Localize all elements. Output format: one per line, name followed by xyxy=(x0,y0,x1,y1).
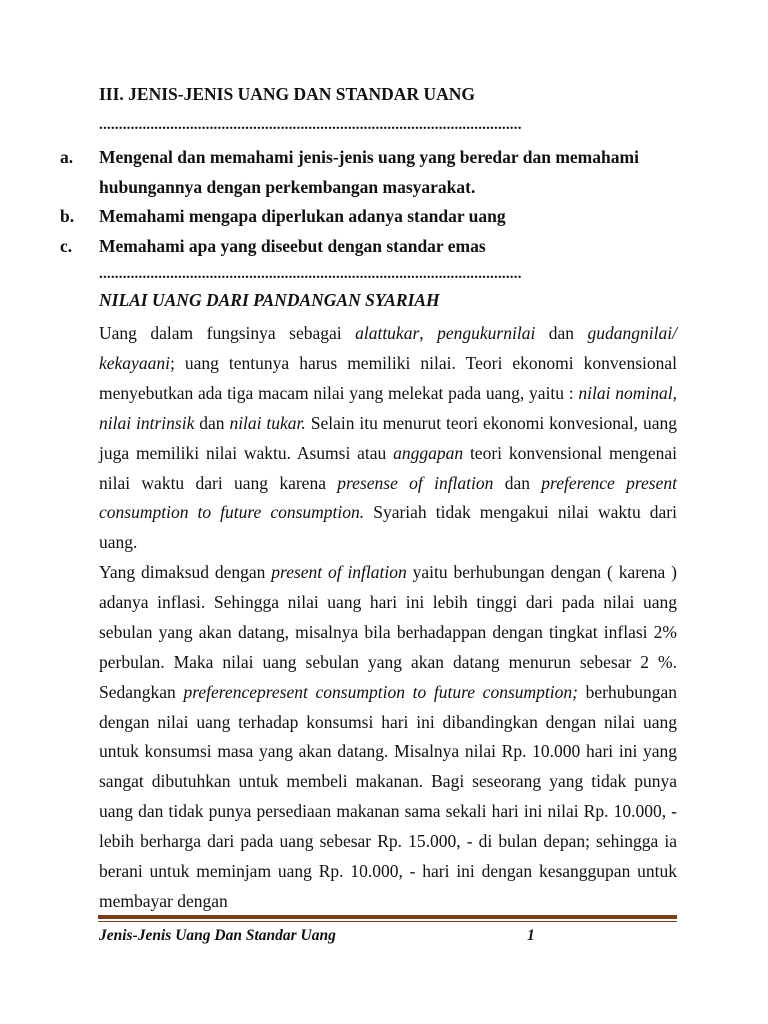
objective-label: c. xyxy=(60,236,73,256)
text-run: dan xyxy=(493,472,542,493)
text-run: Syariah tidak mengakui nilai waktu dari uang. xyxy=(99,502,677,553)
text-run: Uang dalam fungsinya sebagai xyxy=(99,323,356,343)
dotted-separator-bottom: ........................................................................................................... xyxy=(99,266,522,282)
text-run: ; uang tentunya harus memiliki nilai. Teori ekonomi konvensional menyebutkan ada tiga macam nilai yang melekat pada uang, yaitu : xyxy=(99,352,677,403)
objective-text: Memahami apa yang diseebut dengan standar emas xyxy=(99,236,486,256)
text-run: berhubungan dengan nilai uang terhadap konsumsi hari ini dibandingkan dengan nilai uang untuk konsumsi masa yang akan datang. Misalnya nilai Rp. 10.000 hari ini yang sangat dibutuhkan untuk membeli makanan. Bagi seseorang yang tidak punya uang dan tidak punya persediaan makanan sama sekali hari ini nilai Rp. 10.000, - lebih berharga dari pada uang sebesar Rp. 15.000, - di bulan depan; sehingga ia berani untuk meminjam uang Rp. 10.000, - hari ini dengan kesanggupan untuk membayar dengan xyxy=(99,681,677,911)
objective-item-a xyxy=(60,142,680,202)
chapter-heading: III. JENIS-JENIS UANG DAN STANDAR UANG xyxy=(99,84,475,104)
italic-term: anggapan xyxy=(393,442,464,463)
text-run: teori konvensional mengenai nilai waktu dari uang karena xyxy=(99,442,677,493)
italic-term: presense of inflation xyxy=(337,472,494,493)
objective-text: Mengenal dan memahami jenis-jenis uang yang beredar dan memahami hubungannya dengan perkembangan masyarakat. xyxy=(99,147,639,197)
footer-title: Jenis-Jenis Uang Dan Standar Uang xyxy=(99,927,336,944)
objective-label: a. xyxy=(60,147,74,167)
italic-term: nilai nominal, nilai intrinsik xyxy=(99,382,677,433)
paragraph-2 xyxy=(99,558,677,917)
footer-divider xyxy=(98,915,677,922)
text-run: yaitu berhubungan dengan ( karena ) adanya inflasi. Sehingga nilai uang hari ini lebih tinggi dari pada nilai uang sebulan yang akan datang, misalnya bila berhadappan dengan tingkat inflasi 2% perbulan. Maka nilai uang sebulan yang akan datang menurun sebesar 2 %. Sedangkan xyxy=(99,562,677,702)
text-run: dan xyxy=(194,412,230,433)
text-run: dan xyxy=(535,323,588,343)
objective-label: b. xyxy=(60,206,75,226)
text-run: , xyxy=(419,323,438,343)
italic-term: present of inflation xyxy=(271,562,407,582)
dotted-separator-top: ........................................................................................................... xyxy=(99,117,522,133)
section-title: NILAI UANG DARI PANDANGAN SYARIAH xyxy=(99,290,440,310)
text-run: Yang dimaksud dengan xyxy=(99,562,272,582)
page-number: 1 xyxy=(527,927,535,944)
paragraph-1 xyxy=(99,319,677,558)
objective-item-b xyxy=(60,201,680,231)
italic-term: alattukar xyxy=(355,323,420,343)
italic-term: gudangnilai/ kekayaani xyxy=(99,323,677,373)
italic-term: preferencepresent consumption to future consumption; xyxy=(183,681,578,702)
objective-text: Memahami mengapa diperlukan adanya standar uang xyxy=(99,206,506,226)
objective-item-c xyxy=(60,231,680,261)
italic-term: nilai tukar. xyxy=(229,412,306,433)
italic-term: preference present consumption to future consumption. xyxy=(99,472,677,523)
italic-term: pengukurnilai xyxy=(437,323,536,343)
text-run: Selain itu menurut teori ekonomi konvesional, uang juga memiliki nilai waktu. Asumsi atau xyxy=(99,412,677,463)
